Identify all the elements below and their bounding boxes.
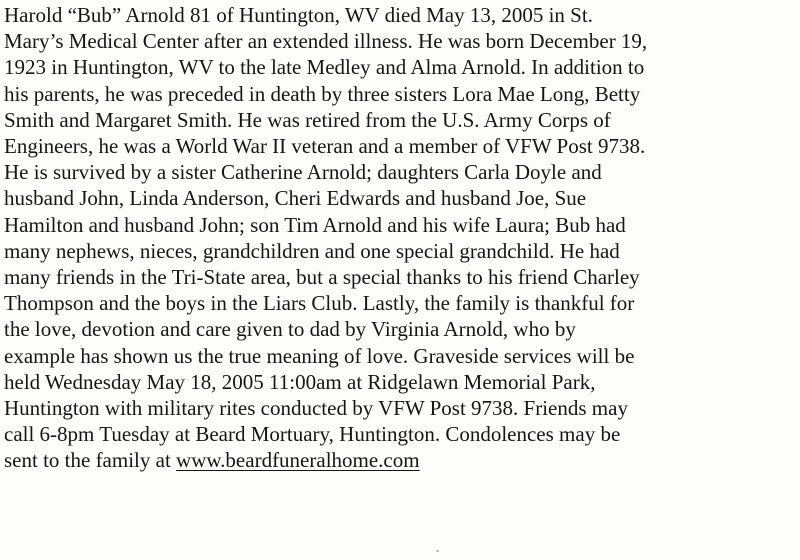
funeral-home-website-link[interactable]: www.beardfuneralhome.com [176,448,420,473]
obituary-line-14: example has shown us the true meaning of love. Graveside services will be [4,343,635,368]
obituary-line-8: husband John, Linda Anderson, Cheri Edwards and husband Joe, Sue [4,186,587,211]
obituary-line-15: held Wednesday May 18, 2005 11:00am at Ridgelawn Memorial Park, [4,369,596,394]
obituary-line-10: many nephews, nieces, grandchildren and one special grandchild. He had [4,238,620,263]
obituary-line-9: Hamilton and husband John; son Tim Arnold and his wife Laura; Bub had [4,212,626,237]
obituary-line-12: Thompson and the boys in the Liars Club. Lastly, the family is thankful for [4,291,635,316]
obituary-line-4: his parents, he was preceded in death by three sisters Lora Mae Long, Betty [4,81,641,106]
obituary-line-2: Mary’s Medical Center after an extended illness. He was born December 19, [4,29,648,54]
scan-speck [436,550,439,552]
obituary-line-5: Smith and Margaret Smith. He was retired from the U.S. Army Corps of [4,107,611,132]
obituary-text [4,2,800,474]
obituary-line-18-text: sent to the family at [4,448,177,473]
obituary-line-3: 1923 in Huntington, WV to the late Medley and Alma Arnold. In addition to [4,55,645,80]
obituary-line-7: He is survived by a sister Catherine Arnold; daughters Carla Doyle and [4,160,602,185]
obituary-line-16: Huntington with military rites conducted by VFW Post 9738. Friends may [4,396,628,421]
obituary-line-13: the love, devotion and care given to dad by Virginia Arnold, who by [4,317,576,342]
obituary-line-6: Engineers, he was a World War II veteran and a member of VFW Post 9738. [4,134,646,159]
obituary-line-1: Harold “Bub” Arnold 81 of Huntington, WV died May 13, 2005 in St. [4,3,593,27]
obituary-line-11: many friends in the Tri-State area, but a special thanks to his friend Charley [4,265,640,290]
obituary-line-18 [4,447,800,473]
obituary-line-17: call 6-8pm Tuesday at Beard Mortuary, Huntington. Condolences may be [4,422,621,447]
